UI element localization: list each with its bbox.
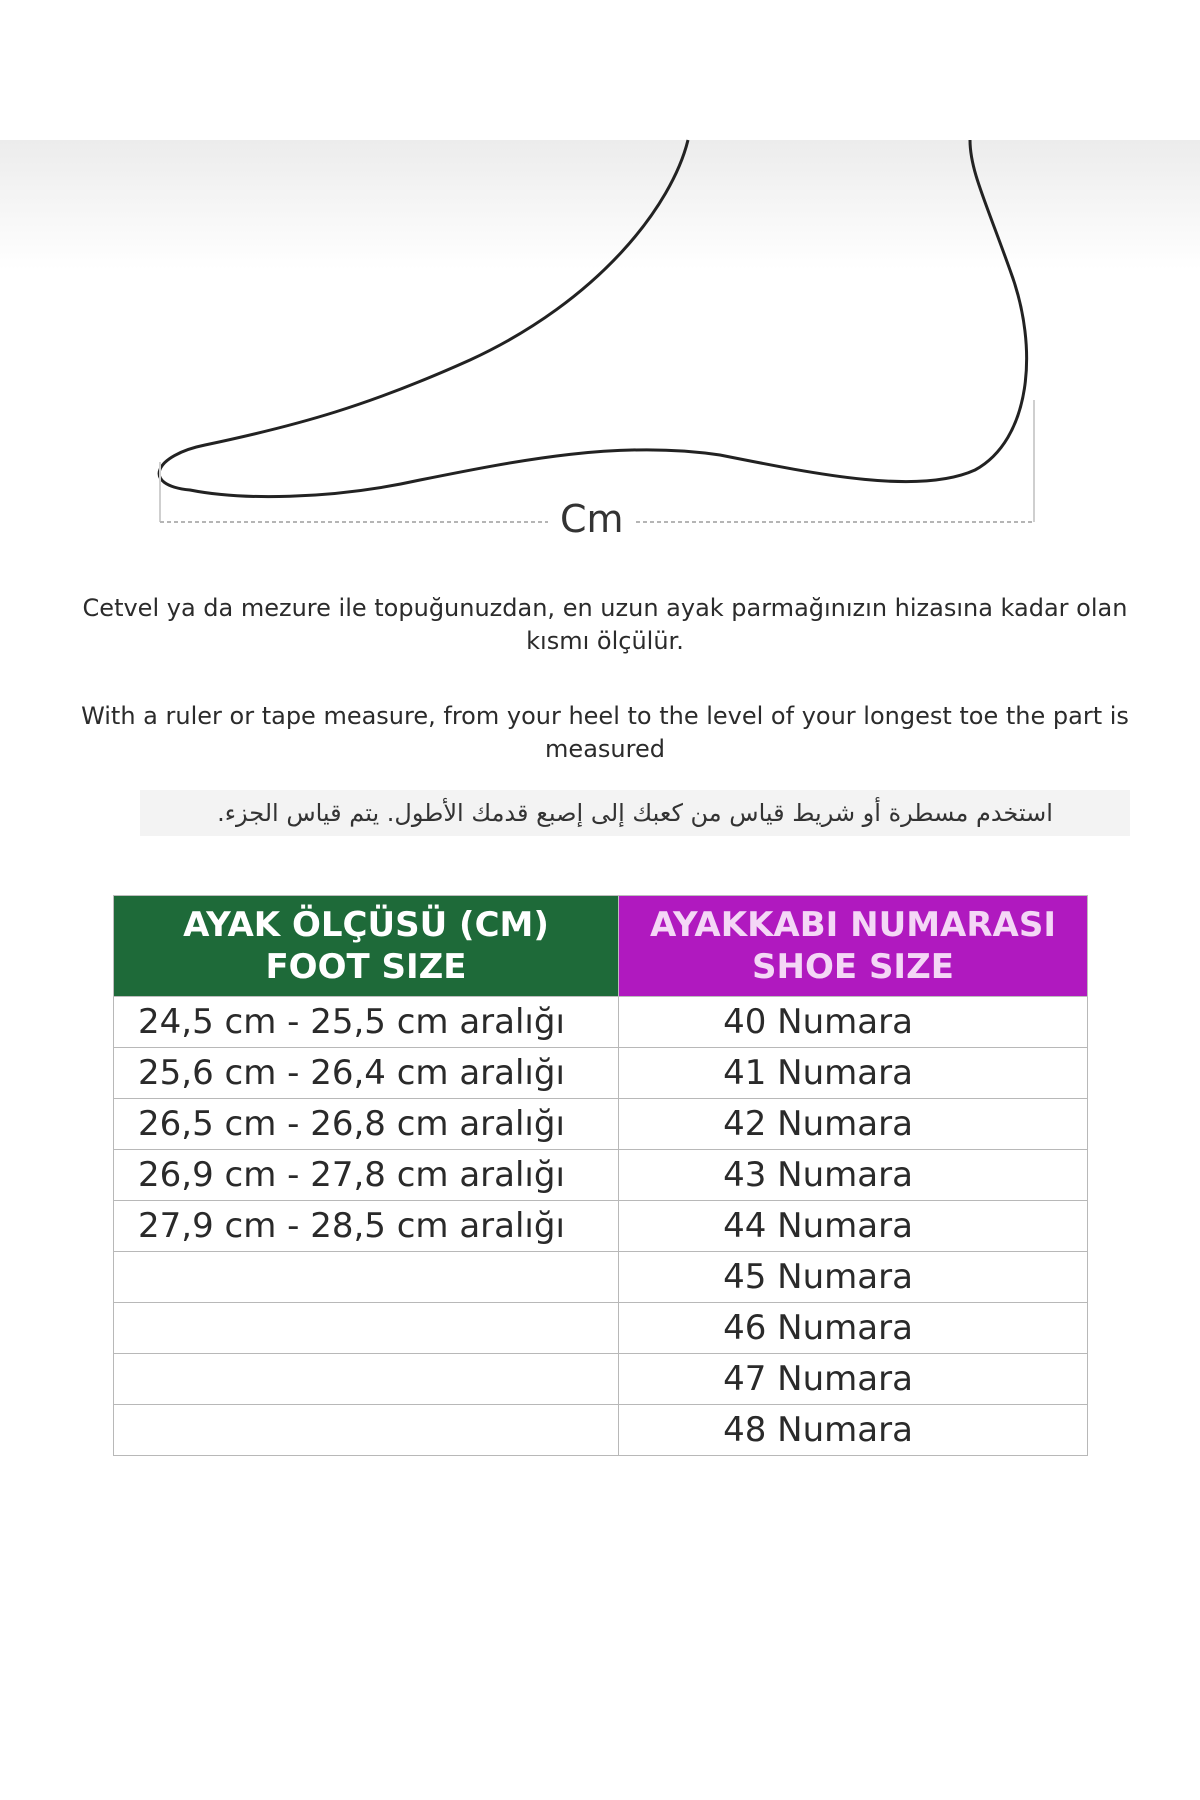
table-row xyxy=(114,1048,1088,1099)
table-header-row xyxy=(114,896,1088,997)
foot-size-cell xyxy=(114,1354,619,1405)
foot-size-cell xyxy=(114,1252,619,1303)
shoe-size-cell: 47 Numara xyxy=(619,1354,1088,1405)
shoe-size-header-tr: AYAKKABI NUMARASI xyxy=(650,905,1056,945)
instruction-turkish: Cetvel ya da mezure ile topuğunuzdan, en uzun ayak parmağınızın hizasına kadar olan kısmı ölçülür. xyxy=(82,594,1128,655)
shoe-size-cell: 46 Numara xyxy=(619,1303,1088,1354)
shoe-size-cell: 45 Numara xyxy=(619,1252,1088,1303)
table-row xyxy=(114,1150,1088,1201)
table-row xyxy=(114,1099,1088,1150)
foot-outline-illustration xyxy=(0,0,1200,560)
table-row xyxy=(114,1252,1088,1303)
table-row xyxy=(114,1201,1088,1252)
shoe-size-cell: 43 Numara xyxy=(619,1150,1088,1201)
foot-size-cell: 27,9 cm - 28,5 cm aralığı xyxy=(114,1201,619,1252)
shoe-size-header-en: SHOE SIZE xyxy=(752,947,954,987)
foot-size-header-tr: AYAK ÖLÇÜSÜ (CM) xyxy=(183,905,549,945)
foot-size-cell: 26,5 cm - 26,8 cm aralığı xyxy=(114,1099,619,1150)
table-row xyxy=(114,997,1088,1048)
shoe-size-cell: 40 Numara xyxy=(619,997,1088,1048)
foot-size-cell xyxy=(114,1405,619,1456)
shoe-size-header xyxy=(619,896,1088,997)
shoe-size-cell: 42 Numara xyxy=(619,1099,1088,1150)
foot-size-cell: 26,9 cm - 27,8 cm aralığı xyxy=(114,1150,619,1201)
shoe-size-cell: 41 Numara xyxy=(619,1048,1088,1099)
foot-size-header xyxy=(114,896,619,997)
instruction-english: With a ruler or tape measure, from your heel to the level of your longest toe the part is measured xyxy=(81,702,1129,763)
size-chart-table xyxy=(113,895,1088,1456)
foot-size-cell xyxy=(114,1303,619,1354)
table-row xyxy=(114,1405,1088,1456)
table-row xyxy=(114,1354,1088,1405)
table-row xyxy=(114,1303,1088,1354)
foot-size-cell: 24,5 cm - 25,5 cm aralığı xyxy=(114,997,619,1048)
foot-outline xyxy=(159,140,1026,497)
instruction-arabic: استخدم مسطرة أو شريط قياس من كعبك إلى إصبع قدمك الأطول. يتم قياس الجزء. xyxy=(140,790,1130,836)
foot-size-header-en: FOOT SIZE xyxy=(265,947,467,987)
shoe-size-cell: 44 Numara xyxy=(619,1201,1088,1252)
measure-unit-label: Cm xyxy=(560,497,624,541)
shoe-size-cell: 48 Numara xyxy=(619,1405,1088,1456)
foot-size-cell: 25,6 cm - 26,4 cm aralığı xyxy=(114,1048,619,1099)
